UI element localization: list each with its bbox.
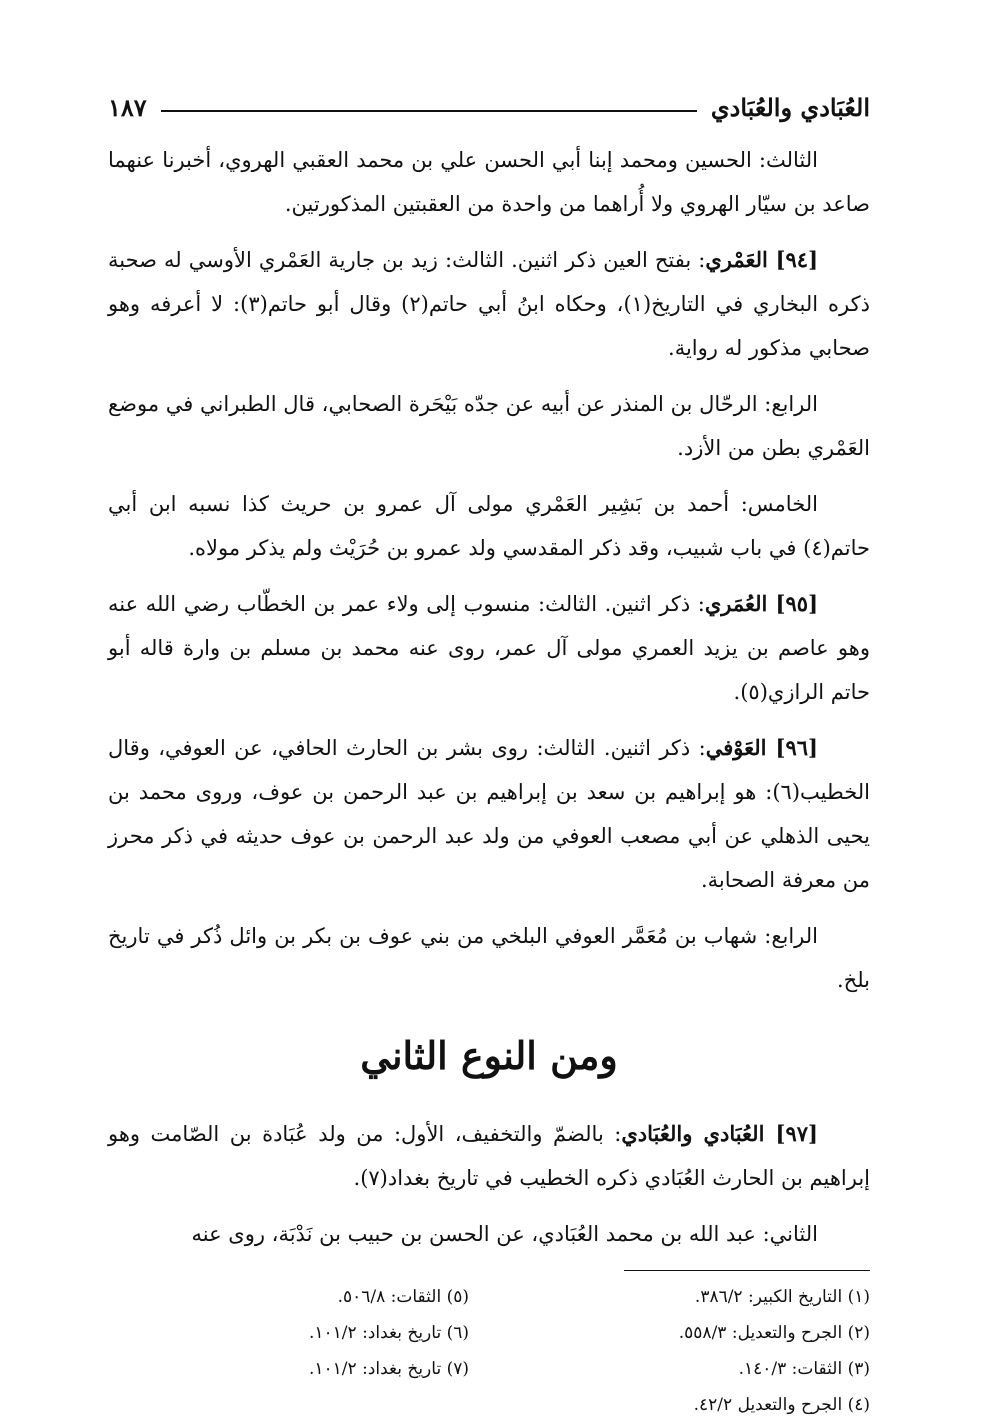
paragraph-text: : ذكر اثنين. الثالث: روى بشر بن الحارث الحافي، عن العوفي، وقال الخطيب(٦): هو إبراهيم بن سعد بن إبراهيم بن عبد الرحمن بن عوف، وروى محمد بن يحيى الذهلي عن أبي مصعب العوفي من ولد عبد الرحمن بن عوف حديثه في ذكر محرز من معرفة الصحابة.	[108, 736, 870, 892]
entry-heading: [٩٥] العُمَري	[704, 591, 818, 616]
body-text	[108, 138, 870, 1002]
paragraph-entry-96	[108, 726, 870, 902]
paragraph-entry-94	[108, 238, 870, 370]
paragraph-thani-abdullah	[108, 1212, 870, 1256]
paragraph-text: : ذكر اثنين. الثالث: منسوب إلى ولاء عمر بن الخطّاب رضي الله عنه وهو عاصم بن يزيد العمري مولى آل عمر، روى عنه محمد بن مسلم بن وارة قاله أبو حاتم الرازي(٥).	[108, 592, 870, 704]
paragraph-rabi-shihab	[108, 914, 870, 1002]
section-title: ومن النوع الثاني	[360, 1033, 618, 1078]
paragraph-entry-95	[108, 582, 870, 714]
paragraph-text: : بالضمّ والتخفيف، الأول: من ولد عُبَادة بن الصّامت وهو إبراهيم بن الحارث العُبَادي ذكره الخطيب في تاريخ بغداد(٧).	[108, 1122, 870, 1190]
footnote: (١) التاريخ الكبير: ٣٨٦/٢.	[694, 1287, 870, 1307]
paragraph-rabi-rahhal	[108, 382, 870, 470]
paragraph-text: الرابع: الرحّال بن المنذر عن أبيه عن جدّه بَيْحَرة الصحابي، قال الطبراني في موضع العَمْري بطن من الأزد.	[108, 392, 870, 460]
footnote: (٥) الثقات: ٥٠٦/٨.	[337, 1287, 469, 1307]
entry-heading: [٩٦] العَوْفي	[705, 735, 818, 760]
paragraph-khamis-ahmad	[108, 482, 870, 570]
body-text-section-2	[108, 1112, 870, 1256]
footnotes	[108, 1279, 870, 1423]
page-number: ١٨٧	[108, 92, 147, 122]
paragraph-text: : بفتح العين ذكر اثنين. الثالث: زيد بن جارية العَمْري الأوسي له صحبة ذكره البخاري في التاريخ(١)، وحكاه ابنُ أبي حاتم(٢) وقال أبو حاتم(٣): لا أعرفه وهو صحابي مذكور له رواية.	[108, 248, 870, 360]
footnote: (٦) تاريخ بغداد: ١٠١/٢.	[309, 1323, 469, 1343]
paragraph-text: الخامس: أحمد بن بَشِير العَمْري مولى آل عمرو بن حريث كذا نسبه ابن أبي حاتم(٤) في باب شبيب، وقد ذكر المقدسي ولد عمرو بن حُرَيْث ولم يذكر مولاه.	[108, 492, 870, 560]
paragraph-text: الثاني: عبد الله بن محمد العُبَادي، عن الحسن بن حبيب بن نَدْبَة، روى عنه	[191, 1222, 818, 1246]
paragraph-entry-97	[108, 1112, 870, 1200]
paragraph-text: الثالث: الحسين ومحمد إبنا أبي الحسن علي بن محمد العقبي الهروي، أخبرنا عنهما صاعد بن سيّار الهروي ولا أُراهما من واحدة من العقبتين المذكورتين.	[108, 148, 870, 216]
paragraph-text: الرابع: شهاب بن مُعَمَّر العوفي البلخي من بني عوف بن بكر بن وائل ذُكر في تاريخ بلخ.	[108, 924, 870, 992]
footnote-rule	[624, 1270, 870, 1271]
footnote: (٣) الثقات: ١٤٠/٣.	[738, 1359, 870, 1379]
footnote: (٧) تاريخ بغداد: ١٠١/٢.	[309, 1359, 469, 1379]
footnote: (٢) الجرح والتعديل: ٥٥٨/٣.	[678, 1323, 870, 1343]
footnote: (٤) الجرح والتعديل ٤٢/٢.	[693, 1395, 870, 1415]
running-header	[108, 82, 870, 132]
footnotes-left-column	[108, 1279, 469, 1423]
paragraph-thalith-husayn	[108, 138, 870, 226]
header-rule	[161, 110, 697, 112]
entry-heading: [٩٧] العُبَادي والعُبَادي	[621, 1121, 818, 1146]
footnotes-right-column	[509, 1279, 870, 1423]
header-title: العُبَادي والعُبَادي	[710, 92, 870, 122]
entry-heading: [٩٤] العَمْري	[705, 247, 819, 272]
